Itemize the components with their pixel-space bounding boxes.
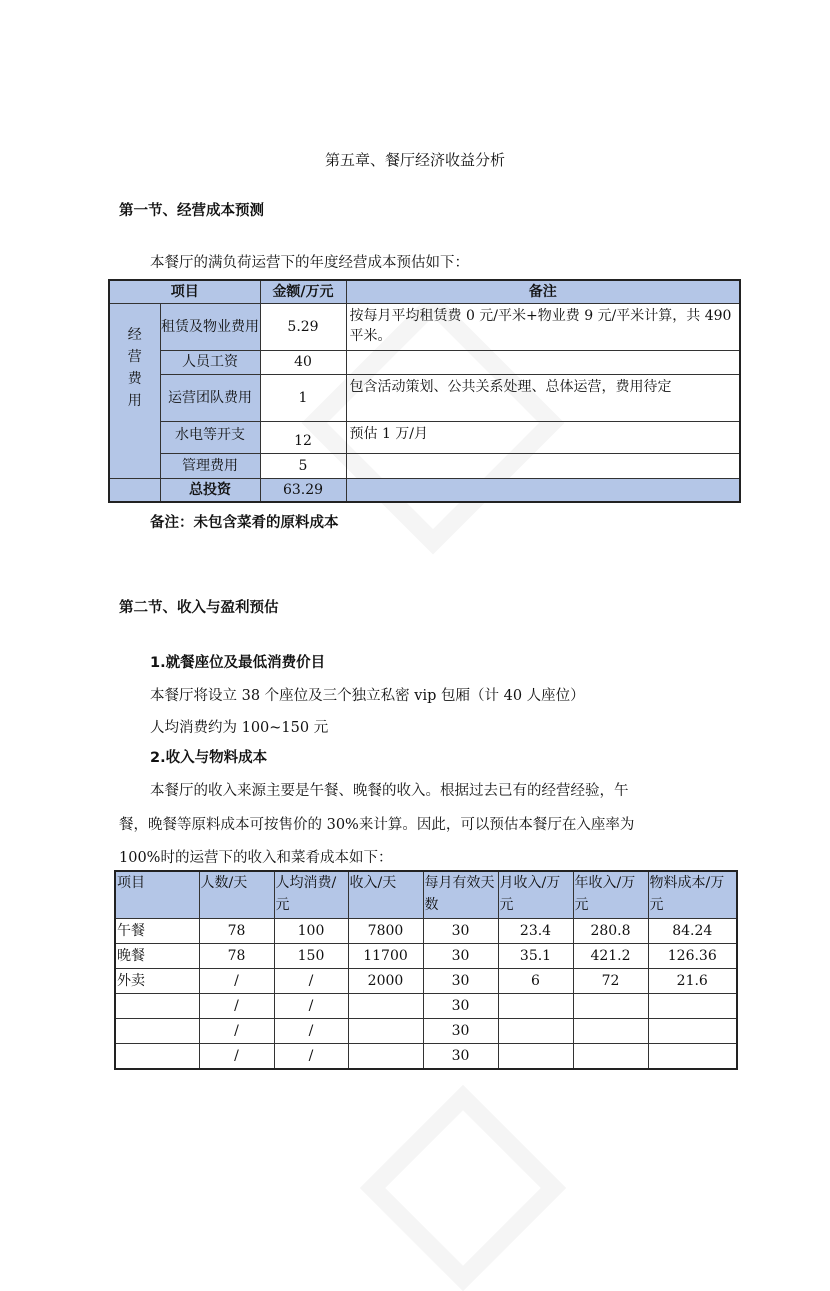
cell: 30 bbox=[423, 1044, 498, 1070]
cell: / bbox=[274, 969, 348, 994]
cell: / bbox=[199, 1019, 274, 1044]
section-1-intro: 本餐厅的满负荷运营下的年度经营成本预估如下： bbox=[150, 255, 469, 271]
cell: 午餐 bbox=[115, 919, 199, 944]
cell bbox=[573, 994, 648, 1019]
cell: 280.8 bbox=[573, 919, 648, 944]
cell: / bbox=[274, 1019, 348, 1044]
item-cell: 租赁及物业费用 bbox=[160, 303, 260, 350]
header-cell: 年收入/万元 bbox=[573, 871, 648, 919]
table-row bbox=[115, 994, 737, 1019]
table-row bbox=[115, 1019, 737, 1044]
header-cell: 收入/天 bbox=[348, 871, 423, 919]
cell bbox=[648, 994, 737, 1019]
cost-footnote: 备注：未包含菜肴的原料成本 bbox=[150, 515, 339, 531]
group-label: 经营费用 bbox=[109, 303, 160, 478]
cell bbox=[498, 994, 573, 1019]
cell bbox=[498, 1019, 573, 1044]
cell: / bbox=[274, 1044, 348, 1070]
cell: 30 bbox=[423, 944, 498, 969]
header-cell: 每月有效天数 bbox=[423, 871, 498, 919]
revenue-para-line-3: 100%时的运营下的收入和菜肴成本如下： bbox=[119, 850, 393, 866]
cell: 84.24 bbox=[648, 919, 737, 944]
cell: 72 bbox=[573, 969, 648, 994]
cell bbox=[348, 1044, 423, 1070]
note-cell: 按每月平均租赁费 0 元/平米+物业费 9 元/平米计算，共 490 平米。 bbox=[346, 303, 740, 350]
note-cell: 预估 1 万/月 bbox=[346, 421, 740, 453]
cell: 35.1 bbox=[498, 944, 573, 969]
item-cell: 人员工资 bbox=[160, 350, 260, 374]
cell: 21.6 bbox=[648, 969, 737, 994]
cell bbox=[498, 1044, 573, 1070]
header-note: 备注 bbox=[346, 280, 740, 303]
cell: 6 bbox=[498, 969, 573, 994]
cell: / bbox=[274, 994, 348, 1019]
cell: 晚餐 bbox=[115, 944, 199, 969]
section-1-title: 第一节、经营成本预测 bbox=[119, 203, 264, 219]
cell bbox=[648, 1044, 737, 1070]
amount-cell: 5.29 bbox=[260, 303, 346, 350]
cell: 100 bbox=[274, 919, 348, 944]
cell: 126.36 bbox=[648, 944, 737, 969]
total-row bbox=[109, 478, 740, 502]
cell bbox=[348, 994, 423, 1019]
table-header-row bbox=[115, 871, 737, 919]
cell: 2000 bbox=[348, 969, 423, 994]
note-cell bbox=[346, 350, 740, 374]
revenue-cost-table bbox=[114, 870, 738, 1070]
cell: 外卖 bbox=[115, 969, 199, 994]
header-cell: 月收入/万元 bbox=[498, 871, 573, 919]
cell: 150 bbox=[274, 944, 348, 969]
cell: 421.2 bbox=[573, 944, 648, 969]
subsection-1-title: 1.就餐座位及最低消费价目 bbox=[150, 655, 326, 671]
amount-cell: 12 bbox=[260, 421, 346, 453]
cell bbox=[648, 1019, 737, 1044]
table-row bbox=[109, 374, 740, 421]
table-row bbox=[115, 944, 737, 969]
cell: 7800 bbox=[348, 919, 423, 944]
total-note bbox=[346, 478, 740, 502]
item-cell: 水电等开支 bbox=[160, 421, 260, 453]
header-cell: 项目 bbox=[115, 871, 199, 919]
cell: 30 bbox=[423, 919, 498, 944]
revenue-para-line-1: 本餐厅的收入来源主要是午餐、晚餐的收入。根据过去已有的经营经验，午 bbox=[150, 783, 629, 799]
watermark-shape bbox=[360, 1085, 566, 1291]
cell: 78 bbox=[199, 919, 274, 944]
cell: / bbox=[199, 994, 274, 1019]
header-cell: 物料成本/万元 bbox=[648, 871, 737, 919]
operating-cost-table bbox=[108, 279, 741, 503]
total-amount: 63.29 bbox=[260, 478, 346, 502]
cell bbox=[573, 1019, 648, 1044]
chapter-title: 第五章、餐厅经济收益分析 bbox=[324, 151, 505, 169]
cell bbox=[115, 1019, 199, 1044]
header-amount: 金额/万元 bbox=[260, 280, 346, 303]
cell: 23.4 bbox=[498, 919, 573, 944]
table-row bbox=[109, 421, 740, 453]
cell: / bbox=[199, 1044, 274, 1070]
total-label: 总投资 bbox=[160, 478, 260, 502]
amount-cell: 5 bbox=[260, 453, 346, 478]
cell: 30 bbox=[423, 1019, 498, 1044]
section-2-title: 第二节、收入与盈利预估 bbox=[119, 600, 279, 616]
table-row bbox=[115, 1044, 737, 1070]
header-cell: 人均消费/元 bbox=[274, 871, 348, 919]
table-row bbox=[115, 919, 737, 944]
note-cell: 包含活动策划、公共关系处理、总体运营，费用待定 bbox=[346, 374, 740, 421]
revenue-para-line-2: 餐，晚餐等原料成本可按售价的 30%来计算。因此，可以预估本餐厅在入座率为 bbox=[119, 817, 635, 833]
amount-cell: 1 bbox=[260, 374, 346, 421]
cell bbox=[573, 1044, 648, 1070]
total-spacer bbox=[109, 478, 160, 502]
subsection-2-title: 2.收入与物料成本 bbox=[150, 750, 268, 766]
table-row bbox=[115, 969, 737, 994]
header-item: 项目 bbox=[109, 280, 260, 303]
cell bbox=[348, 1019, 423, 1044]
item-cell: 管理费用 bbox=[160, 453, 260, 478]
cell: 78 bbox=[199, 944, 274, 969]
table-row bbox=[109, 350, 740, 374]
header-cell: 人数/天 bbox=[199, 871, 274, 919]
table-row bbox=[109, 453, 740, 478]
cell bbox=[115, 994, 199, 1019]
cell: 11700 bbox=[348, 944, 423, 969]
note-cell bbox=[346, 453, 740, 478]
cell: / bbox=[199, 969, 274, 994]
cell bbox=[115, 1044, 199, 1070]
table-row bbox=[109, 303, 740, 350]
table-header-row bbox=[109, 280, 740, 303]
amount-cell: 40 bbox=[260, 350, 346, 374]
cell: 30 bbox=[423, 969, 498, 994]
seating-line: 本餐厅将设立 38 个座位及三个独立私密 vip 包厢（计 40 人座位） bbox=[150, 688, 585, 704]
spend-line: 人均消费约为 100~150 元 bbox=[150, 720, 329, 736]
item-cell: 运营团队费用 bbox=[160, 374, 260, 421]
cell: 30 bbox=[423, 994, 498, 1019]
